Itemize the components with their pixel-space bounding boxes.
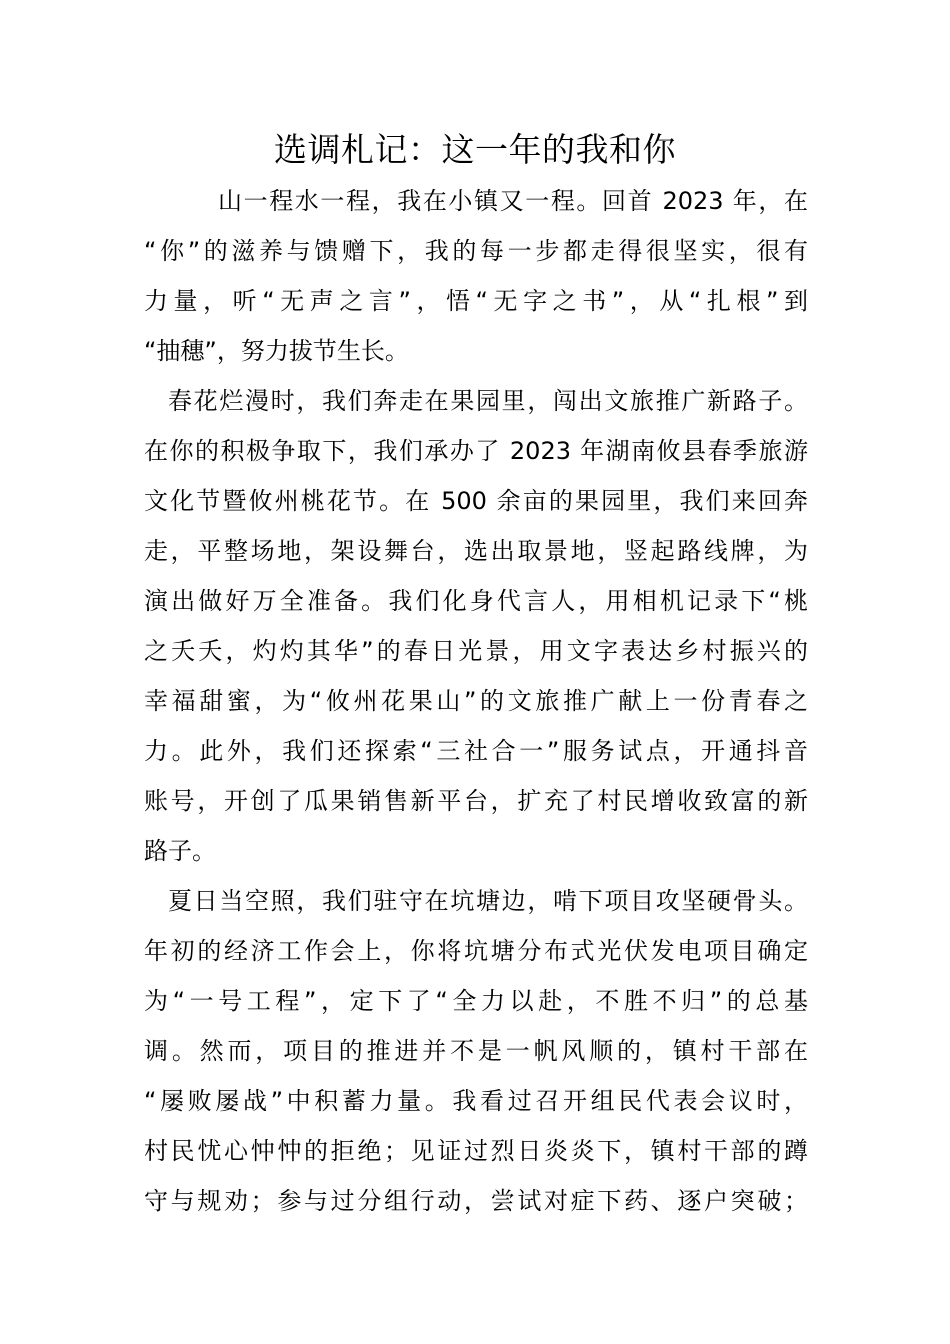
paragraph-line: 走，平整场地，架设舞台，选出取景地，竖起路线牌，为 <box>144 537 808 565</box>
document-title: 选调札记：这一年的我和你 <box>274 130 676 169</box>
paragraph-line: 账号，开创了瓜果销售新平台，扩充了村民增收致富的新 <box>144 787 808 815</box>
paragraph-line: 之夭夭，灼灼其华”的春日光景，用文字表达乡村振兴的 <box>144 637 808 665</box>
paragraph-line: 年初的经济工作会上，你将坑塘分布式光伏发电项目确定 <box>144 937 808 965</box>
paragraph-line: 演出做好万全准备。我们化身代言人，用相机记录下“桃 <box>144 587 808 615</box>
paragraph-line: “屡败屡战”中积蓄力量。我看过召开组民代表会议时， <box>144 1087 808 1115</box>
paragraph-line: 幸福甜蜜，为“攸州花果山”的文旅推广献上一份青春之 <box>144 687 808 715</box>
paragraph-line: 力。此外，我们还探索“三社合一”服务试点，开通抖音 <box>144 737 808 765</box>
paragraph-line: 山一程水一程，我在小镇又一程。回首 2023 年，在 <box>218 187 808 215</box>
paragraph-line: 守与规劝；参与过分组行动，尝试对症下药、逐户突破； <box>144 1187 808 1215</box>
paragraph-line: 调。然而，项目的推进并不是一帆风顺的，镇村干部在 <box>144 1037 808 1065</box>
paragraph-line: 路子。 <box>144 837 216 865</box>
paragraph-line: 力量，听“无声之言”，悟“无字之书”，从“扎根”到 <box>144 287 808 315</box>
paragraph-line: 夏日当空照，我们驻守在坑塘边，啃下项目攻坚硬骨头。 <box>168 887 808 915</box>
paragraph-line: 村民忧心忡忡的拒绝；见证过烈日炎炎下，镇村干部的蹲 <box>144 1137 808 1165</box>
paragraph-line: 在你的积极争取下，我们承办了 2023 年湖南攸县春季旅游 <box>144 437 808 465</box>
paragraph-line: “抽穗”，努力拔节生长。 <box>144 337 409 365</box>
paragraph-line: 为“一号工程”，定下了“全力以赴，不胜不归”的总基 <box>144 987 808 1015</box>
paragraph-line: “你”的滋养与馈赠下，我的每一步都走得很坚实，很有 <box>144 237 808 265</box>
paragraph-line: 春花烂漫时，我们奔走在果园里，闯出文旅推广新路子。 <box>168 387 808 415</box>
paragraph-line: 文化节暨攸州桃花节。在 500 余亩的果园里，我们来回奔 <box>144 487 808 515</box>
